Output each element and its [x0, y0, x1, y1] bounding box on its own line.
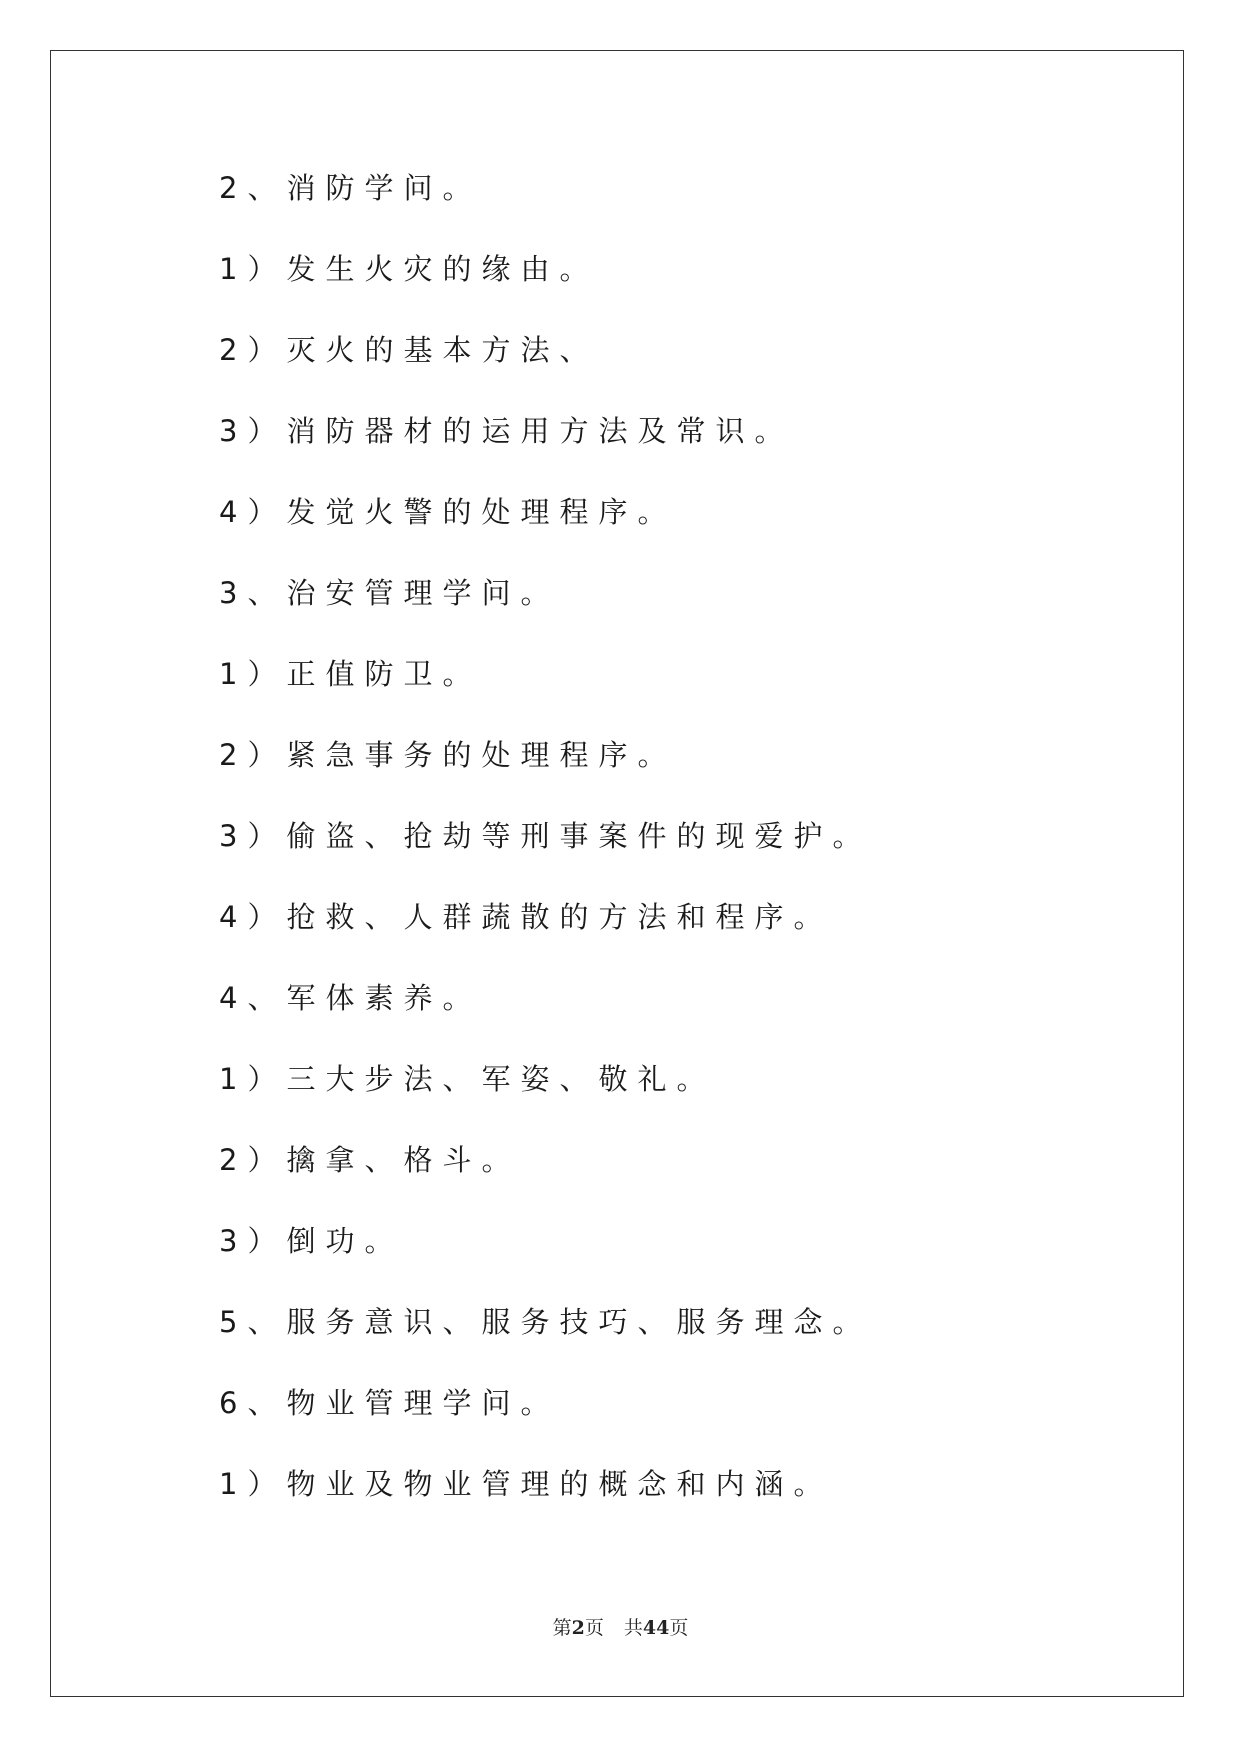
text-line: 2）灭火的基本方法、 — [219, 333, 599, 367]
text-line: 2、消防学问。 — [219, 171, 482, 205]
text-line: 3、治安管理学问。 — [219, 576, 560, 610]
text-line: 3）消防器材的运用方法及常识。 — [219, 414, 794, 448]
text-line: 1）物业及物业管理的概念和内涵。 — [219, 1467, 833, 1501]
text-line: 2）擒拿、格斗。 — [219, 1143, 521, 1177]
total-pages: 44 — [642, 1617, 670, 1639]
text-line: 2）紧急事务的处理程序。 — [219, 738, 677, 772]
page-suffix: 页 — [584, 1617, 604, 1639]
page-prefix: 第 — [552, 1617, 572, 1639]
text-line: 1）正值防卫。 — [219, 657, 482, 691]
text-line: 6、物业管理学问。 — [219, 1386, 560, 1420]
total-prefix: 共 — [623, 1617, 643, 1639]
total-suffix: 页 — [669, 1617, 689, 1639]
text-line: 1）发生火灾的缘由。 — [219, 252, 599, 286]
page-footer — [0, 1613, 1241, 1640]
page-number: 2 — [571, 1617, 585, 1639]
text-line: 3）倒功。 — [219, 1224, 404, 1258]
text-line: 3）偷盗、抢劫等刑事案件的现爱护。 — [219, 819, 872, 853]
text-line: 4）发觉火警的处理程序。 — [219, 495, 677, 529]
text-line: 4、军体素养。 — [219, 981, 482, 1015]
text-line: 5、服务意识、服务技巧、服务理念。 — [219, 1305, 872, 1339]
text-line: 4）抢救、人群蔬散的方法和程序。 — [219, 900, 833, 934]
text-line: 1）三大步法、军姿、敬礼。 — [219, 1062, 716, 1096]
document-body — [219, 168, 871, 1545]
